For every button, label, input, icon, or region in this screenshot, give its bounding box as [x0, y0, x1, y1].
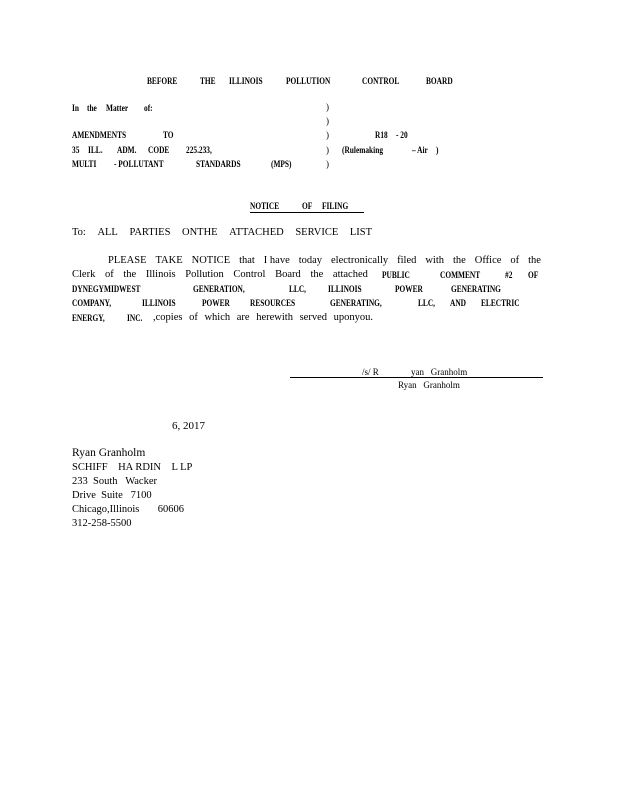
word: ,copies	[153, 312, 183, 323]
caption-word: ADM.	[117, 145, 137, 155]
caption-word: 225.233,	[186, 145, 212, 155]
word: of	[510, 255, 520, 266]
word: today	[298, 255, 323, 266]
caption-word: CODE	[148, 145, 170, 155]
bold-word: LLC,	[418, 298, 436, 308]
bold-word: PUBLIC	[382, 270, 410, 280]
title-word: BEFORE	[147, 76, 178, 86]
notice-word: FILING	[322, 201, 349, 211]
to-word: SERVICE	[295, 227, 339, 238]
word: of	[189, 312, 198, 323]
word: electronically	[331, 255, 389, 266]
to-word: ALL	[97, 227, 118, 238]
word: PLEASE	[108, 255, 147, 266]
word: uponyou.	[333, 312, 373, 323]
word: Board	[275, 269, 301, 280]
word: Clerk	[72, 269, 96, 280]
matter-word: Matter	[106, 103, 129, 113]
notice-word: NOTICE	[250, 201, 280, 211]
contact-suite: Drive Suite 7100	[72, 490, 152, 501]
contact-phone: 312-258-5500	[72, 518, 132, 529]
bold-word: ILLINOIS	[328, 284, 362, 294]
signature-line	[290, 377, 543, 378]
word: of	[104, 269, 114, 280]
to-word: LIST	[349, 227, 372, 238]
notice-word: OF	[302, 201, 313, 211]
caption-word: MULTI	[72, 159, 97, 169]
caption-word: STANDARDS	[196, 159, 241, 169]
to-word: To:	[72, 227, 86, 238]
bold-word: AND	[450, 298, 466, 308]
paragraph-line	[72, 269, 368, 280]
bold-word: DYNEGYMIDWEST	[72, 284, 141, 294]
word: herewith	[256, 312, 293, 323]
word: are	[236, 312, 250, 323]
word: served	[299, 312, 327, 323]
caption-word: TO	[163, 130, 174, 140]
to-word: ONTHE	[182, 227, 218, 238]
word: the	[310, 269, 324, 280]
docket-number: - 20	[396, 130, 408, 140]
bold-word: GENERATION,	[193, 284, 245, 294]
word: attached	[332, 269, 368, 280]
title-word: ILLINOIS	[229, 76, 263, 86]
word: TAKE	[155, 255, 183, 266]
title-underline	[250, 212, 364, 213]
rulemaking-label: – Air	[412, 145, 428, 155]
docket-number: R18	[375, 130, 388, 140]
word: which	[204, 312, 231, 323]
title-word: THE	[200, 76, 216, 86]
word: filed	[397, 255, 417, 266]
word: Office	[474, 255, 502, 266]
bold-word: COMMENT	[440, 270, 481, 280]
paren: )	[326, 159, 329, 169]
rulemaking-label: )	[436, 145, 439, 155]
word: I have	[263, 255, 290, 266]
bold-word: POWER	[395, 284, 423, 294]
bold-word: ILLINOIS	[142, 298, 176, 308]
word: Pollution	[185, 269, 224, 280]
matter-word: In	[72, 103, 79, 113]
bold-word: GENERATING,	[330, 298, 382, 308]
matter-word: of:	[144, 103, 153, 113]
filing-date: 6, 2017	[172, 420, 205, 432]
bold-word: ELECTRIC	[481, 298, 520, 308]
rulemaking-label: (Rulemaking	[342, 145, 384, 155]
bold-word: POWER	[202, 298, 230, 308]
caption-word: ILL.	[88, 145, 103, 155]
paragraph-line	[153, 312, 373, 323]
contact-street: 233 South Wacker	[72, 476, 157, 487]
word: that	[239, 255, 255, 266]
caption-word: - POLLUTANT	[114, 159, 164, 169]
bold-word: #2	[505, 270, 513, 280]
to-line	[72, 227, 372, 238]
to-word: PARTIES	[129, 227, 171, 238]
caption-word: (MPS)	[271, 159, 292, 169]
word: with	[425, 255, 445, 266]
bold-word: RESOURCES	[250, 298, 296, 308]
word: NOTICE	[191, 255, 231, 266]
title-word: CONTROL	[362, 76, 400, 86]
signature-rest: yan Granholm	[411, 367, 468, 377]
bold-word: LLC,	[289, 284, 307, 294]
word: the	[123, 269, 137, 280]
word: the	[452, 255, 466, 266]
caption-word: 35	[72, 145, 80, 155]
bold-word: GENERATING	[451, 284, 501, 294]
paren: )	[326, 102, 329, 112]
paren: )	[326, 145, 329, 155]
bold-word: OF	[528, 270, 539, 280]
to-word: ATTACHED	[229, 227, 284, 238]
title-word: POLLUTION	[286, 76, 331, 86]
matter-word: the	[87, 103, 97, 113]
paragraph-line	[108, 255, 541, 266]
word: the	[528, 255, 541, 266]
title-word: BOARD	[426, 76, 453, 86]
word: Control	[233, 269, 266, 280]
paren: )	[326, 130, 329, 140]
contact-firm: SCHIFF HA RDIN L LP	[72, 462, 193, 473]
word: Illinois	[145, 269, 176, 280]
caption-word: AMENDMENTS	[72, 130, 127, 140]
bold-word: COMPANY,	[72, 298, 112, 308]
signature-prefix: /s/ R	[362, 367, 379, 377]
bold-word: ENERGY,	[72, 313, 105, 323]
contact-city: Chicago,Illinois 60606	[72, 504, 184, 515]
signer-name: Ryan Granholm	[398, 380, 460, 390]
paren: )	[326, 116, 329, 126]
contact-name: Ryan Granholm	[72, 447, 146, 459]
bold-word: INC.	[127, 313, 143, 323]
